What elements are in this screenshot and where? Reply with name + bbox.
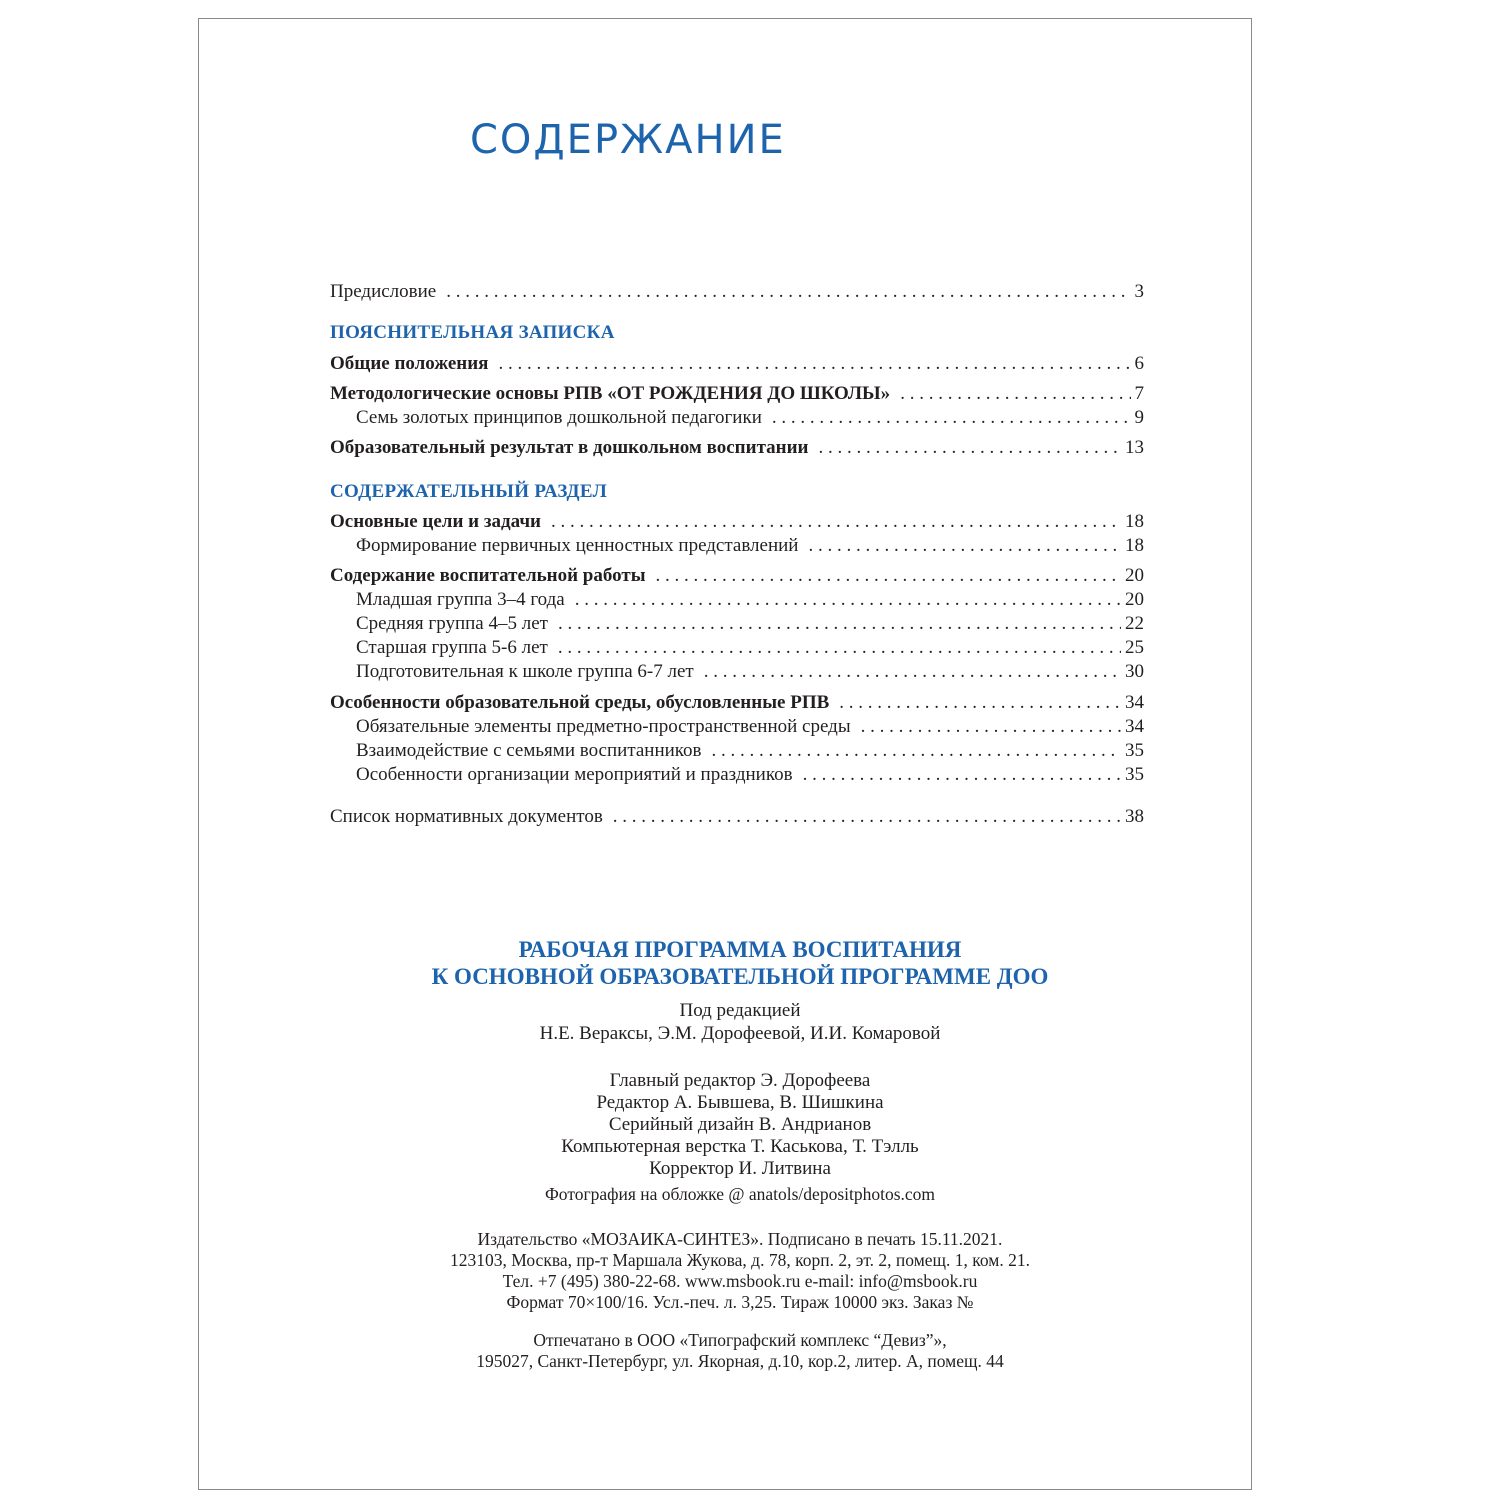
toc-entry-page: 7 (1134, 383, 1144, 404)
toc-leader-dots (575, 588, 1121, 612)
toc-entry-title: Обязательные элементы предметно-пространственной среды (356, 716, 851, 737)
book-title-line-2: К ОСНОВНОЙ ОБРАЗОВАТЕЛЬНОЙ ПРОГРАММЕ ДОО (431, 964, 1049, 989)
publisher-line-4: Формат 70×100/16. Усл.-печ. л. 3,25. Тираж 10000 экз. Заказ № (506, 1292, 974, 1312)
toc-leader-dots (818, 436, 1121, 460)
printer-line-2: 195027, Санкт-Петербург, ул. Якорная, д.10, кор.2, литер. А, помещ. 44 (476, 1351, 1004, 1371)
toc-entry-page: 3 (1134, 281, 1144, 302)
toc-entry-title: Старшая группа 5-6 лет (356, 637, 548, 658)
publisher-line-2: 123103, Москва, пр-т Маршала Жукова, д. 78, корп. 2, эт. 2, помещ. 1, ком. 21. (450, 1250, 1030, 1270)
toc-entry-educational-result[interactable] (330, 436, 1144, 460)
toc-entry-title: Взаимодействие с семьями воспитанников (356, 740, 702, 761)
toc-entry-title: Младшая группа 3–4 года (356, 589, 565, 610)
toc-leader-dots (558, 612, 1121, 636)
toc-entry-title: Список нормативных документов (330, 806, 603, 827)
toc-entry-title: Содержание воспитательной работы (330, 565, 646, 586)
toc-entry-families[interactable] (356, 739, 1144, 763)
cover-photo-credit: Фотография на обложке @ anatols/depositphotos.com (544, 1184, 936, 1204)
toc-leader-dots (558, 636, 1121, 660)
printer-line-1: Отпечатано в ООО «Типографский комплекс “Девиз”», (533, 1330, 947, 1350)
editor: Редактор А. Бывшева, В. Шишкина (596, 1092, 884, 1113)
toc-entry-events[interactable] (356, 763, 1144, 787)
toc-leader-dots (839, 691, 1121, 715)
toc-section-content: СОДЕРЖАТЕЛЬНЫЙ РАЗДЕЛ (330, 481, 608, 502)
toc-entry-page: 25 (1125, 637, 1144, 658)
toc-entry-environment[interactable] (330, 691, 1144, 715)
toc-entry-title: Предисловие (330, 281, 437, 302)
toc-leader-dots (808, 534, 1121, 558)
toc-entry-title: Особенности образовательной среды, обусловленные РПВ (330, 692, 830, 713)
edited-by: Под редакцией (679, 1000, 801, 1021)
toc-entry-page: 34 (1125, 716, 1144, 737)
toc-entry-page: 34 (1125, 692, 1144, 713)
toc-leader-dots (551, 510, 1121, 534)
chief-editor: Главный редактор Э. Дорофеева (609, 1070, 871, 1091)
toc-entry-page: 18 (1125, 511, 1144, 532)
toc-entry-references[interactable] (330, 805, 1144, 829)
toc-entry-goals[interactable] (330, 510, 1144, 534)
toc-entry-title: Формирование первичных ценностных представлений (356, 535, 799, 556)
toc-entry-page: 9 (1134, 407, 1144, 428)
toc-leader-dots (900, 382, 1130, 406)
toc-leader-dots (704, 660, 1121, 684)
toc-leader-dots (613, 805, 1121, 829)
editors: Н.Е. Вераксы, Э.М. Дорофеевой, И.И. Комаровой (539, 1023, 941, 1044)
toc-entry-preparatory-group[interactable] (356, 660, 1144, 684)
toc-entry-page: 38 (1125, 806, 1144, 827)
page-title: СОДЕРЖАНИЕ (470, 117, 786, 163)
publisher-line-3: Тел. +7 (495) 380-22-68. www.msbook.ru e-mail: info@msbook.ru (502, 1271, 978, 1291)
toc-entry-seven-principles[interactable] (356, 406, 1144, 430)
toc-leader-dots (803, 763, 1121, 787)
toc-entry-middle-group[interactable] (356, 612, 1144, 636)
toc-entry-title: Основные цели и задачи (330, 511, 541, 532)
toc-entry-page: 22 (1125, 613, 1144, 634)
toc-entry-page: 35 (1125, 740, 1144, 761)
toc-entry-page: 18 (1125, 535, 1144, 556)
toc-entry-page: 6 (1134, 353, 1144, 374)
book-title-line-1: РАБОЧАЯ ПРОГРАММА ВОСПИТАНИЯ (518, 937, 962, 962)
layout-credit: Компьютерная верстка Т. Каськова, Т. Тэлль (561, 1136, 919, 1157)
toc-entry-values[interactable] (356, 534, 1144, 558)
proofreader: Корректор И. Литвина (649, 1158, 831, 1179)
toc-leader-dots (772, 406, 1131, 430)
toc-entry-page: 35 (1125, 764, 1144, 785)
series-design: Серийный дизайн В. Андрианов (608, 1114, 872, 1135)
toc-leader-dots (446, 280, 1130, 304)
toc-entry-page: 30 (1125, 661, 1144, 682)
toc-entry-upbringing-content[interactable] (330, 564, 1144, 588)
toc-entry-general-provisions[interactable] (330, 352, 1144, 376)
toc-entry-title: Семь золотых принципов дошкольной педагогики (356, 407, 762, 428)
toc-entry-title: Средняя группа 4–5 лет (356, 613, 548, 634)
toc-entry-mandatory-elements[interactable] (356, 715, 1144, 739)
toc-entry-junior-group[interactable] (356, 588, 1144, 612)
toc-leader-dots (656, 564, 1121, 588)
toc-section-explanatory-note: ПОЯСНИТЕЛЬНАЯ ЗАПИСКА (330, 322, 615, 343)
toc-entry-title: Особенности организации мероприятий и праздников (356, 764, 793, 785)
toc-entry-title: Общие положения (330, 353, 489, 374)
toc-entry-page: 13 (1125, 437, 1144, 458)
publisher-line-1: Издательство «МОЗАИКА-СИНТЕЗ». Подписано в печать 15.11.2021. (477, 1229, 1003, 1249)
toc-leader-dots (498, 352, 1130, 376)
toc-leader-dots (861, 715, 1121, 739)
toc-entry-page: 20 (1125, 565, 1144, 586)
toc-leader-dots (712, 739, 1121, 763)
toc-entry-methodology[interactable] (330, 382, 1144, 406)
toc-entry-page: 20 (1125, 589, 1144, 610)
toc-entry-preface[interactable] (330, 280, 1144, 304)
toc-entry-title: Подготовительная к школе группа 6-7 лет (356, 661, 694, 682)
toc-entry-title: Методологические основы РПВ «ОТ РОЖДЕНИЯ ДО ШКОЛЫ» (330, 383, 891, 404)
toc-entry-senior-group[interactable] (356, 636, 1144, 660)
toc-entry-title: Образовательный результат в дошкольном воспитании (330, 437, 809, 458)
